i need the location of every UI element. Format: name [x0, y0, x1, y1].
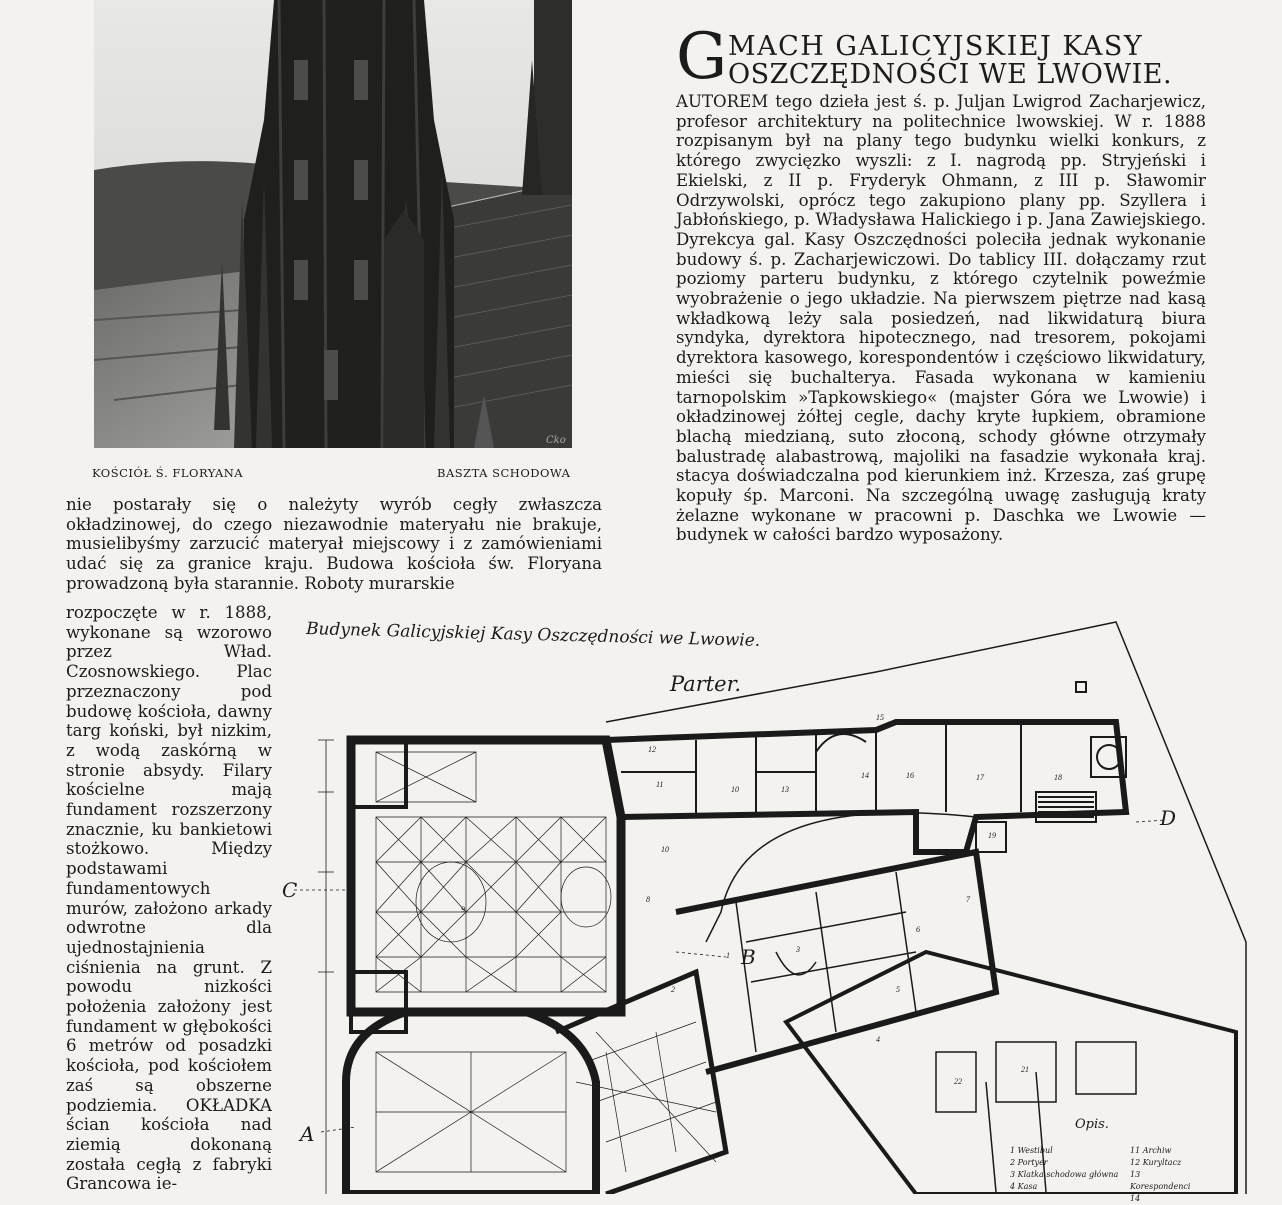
- legend-column-right: [1130, 1145, 1190, 1205]
- room-number: 21: [1021, 1065, 1029, 1074]
- caption-left: KOŚCIÓŁ Ś. FLORYANA: [92, 466, 244, 480]
- drop-cap: G: [676, 20, 728, 94]
- room-number: 6: [916, 925, 920, 934]
- room-number: 3: [796, 945, 800, 954]
- room-number: 19: [988, 831, 996, 840]
- room-number: 18: [1054, 773, 1062, 782]
- legend-item: 1 Westibul: [1010, 1146, 1053, 1155]
- legend-item: 14: [1130, 1194, 1141, 1203]
- left-wide-paragraph: [66, 495, 602, 594]
- legend-item: 13 Korespondenci: [1130, 1170, 1191, 1191]
- headline-line-2: OSZCZĘDNOŚCI WE LWOWIE.: [728, 59, 1173, 90]
- room-number: 14: [861, 771, 869, 780]
- left-narrow-paragraph: [66, 603, 272, 1194]
- legend-item: 3 Klatka schodowa główna: [1010, 1170, 1119, 1179]
- floor-plan: [276, 612, 1266, 1194]
- plan-floor-label: Parter.: [670, 672, 742, 696]
- left-narrow-text: rozpoczęte w r. 1888, wykonane są wzorowo przez Wład. Czosnowskiego. Plac przeznaczony pod budowę kościoła, dawny targ koński, był nizkim, z wodą zaskórną w stronie absydy. Filary kościelne mają fundament rozszerzony znacznie, ku bankietowi stożkowo. Między podstawami fundamentowych murów, założono arkady odwrotne dla ujednostajnienia ciśnienia na grunt. Z powodu nizkości położenia założony jest fundament w głębokości 6 metrów od posadzki kościoła, pod kościołem zaś są obszerne podziemia. OKŁADKA ścian kościoła nad ziemią dokonaną została cegłą z fabryki Grancowa ie-: [66, 603, 272, 1194]
- room-number: 7: [966, 895, 970, 904]
- room-number: 22: [954, 1077, 962, 1086]
- photo-signature: Cko: [546, 435, 566, 446]
- caption-right: BASZTA SCHODOWA: [437, 466, 571, 480]
- room-number: 15: [876, 713, 884, 722]
- plan-title: Budynek Galicyjskiej Kasy Oszczędności we Lwowie.: [305, 619, 761, 651]
- room-number: 10: [661, 845, 669, 854]
- legend-item: 12 Kuryltacz: [1130, 1158, 1182, 1167]
- church-tower-photo-icon: [94, 0, 572, 448]
- left-wide-text: nie postarały się o należyty wyrób cegły zwłaszcza okładzinowej, do czego niezawodnie materyału nie brakuje, musielibyśmy zarzucić materyał miejscowy i z zamówieniami udać się za granice kraju. Budowa kościoła św. Floryana prowadzoną była starannie. Roboty murarskie: [66, 495, 602, 593]
- section-mark-b: B: [741, 945, 756, 969]
- room-number: 12: [648, 745, 656, 754]
- legend-item: 4 Kasa: [1010, 1182, 1038, 1191]
- room-number: 11: [656, 780, 664, 789]
- article-body-text: AUTOREM tego dzieła jest ś. p. Juljan Lwigrod Zacharjewicz, profesor architektury na politechnice lwowskiej. W r. 1888 rozpisanym był na plany tego budynku wielki konkurs, z którego zwycięzko wyszli: z I. nagrodą pp. Stryjeński i Ekielski, z II p. Fryderyk Ohmann, z III p. Sławomir Odrzywolski, oprócz tego zakupiono plany pp. Szyllera i Jabłońskiego, p. Władysława Halickiego i p. Jana Zawiejskiego. Dyrekcya gal. Kasy Oszczędności poleciła jednak wykonanie budowy ś. p. Zacharjewiczowi. Do tablicy III. dołączamy rzut poziomy parteru budynku, z którego czytelnik poweźmie wyobrażenie o jego układzie. Na pierwszem piętrze nad kasą wkładkową leży sala posiedzeń, nad likwidaturą biura syndyka, dyrektora hipotecznego, nad tresorem, pokojami dyrektora kasowego, korespondentów i częściowo likwidatury, mieści się buchalterya. Fasada wykonana w kamieniu tarnopolskim »Tapkowskiego« (majster Góra we Lwowie) i okładzinowej żółtej cegle, dachy kryte łupkiem, obramione blachą miedzianą, suto złoconą, schody główne otrzymały balustradę alabastrową, majoliki na fasadzie wykonała kraj. stacya doświadczalna pod kierunkiem inż. Krzesza, zaś grupę kopuły śp. Marconi. Na szczególną uwagę zasługują kraty żelazne wykonane w pracowni p. Daschka we Lwowie — budynek w całości bardzo wyposażony.: [676, 92, 1206, 545]
- section-mark-a: A: [300, 1122, 315, 1146]
- plan-legend: [1010, 1145, 1191, 1203]
- room-number: 2: [671, 985, 675, 994]
- room-number: 9: [461, 905, 465, 914]
- room-number: 4: [876, 1035, 880, 1044]
- room-number: 5: [896, 985, 900, 994]
- article-body: [676, 92, 1206, 545]
- room-number: 17: [976, 773, 984, 782]
- room-number: 16: [906, 771, 914, 780]
- room-number: 1: [726, 951, 730, 960]
- room-number: 10: [731, 785, 739, 794]
- room-number: 13: [781, 785, 789, 794]
- floor-plan-drawing-icon: [276, 612, 1266, 1194]
- church-photo: [94, 0, 572, 448]
- legend-title: Opis.: [1075, 1117, 1109, 1132]
- section-mark-c: C: [282, 878, 298, 902]
- section-mark-d: D: [1160, 806, 1177, 830]
- room-number: 8: [646, 895, 650, 904]
- legend-item: 11 Archiw: [1130, 1146, 1172, 1155]
- headline-line-1: MACH GALICYJSKIEJ KASY: [728, 31, 1144, 62]
- legend-item: 2 Portyer: [1010, 1158, 1048, 1167]
